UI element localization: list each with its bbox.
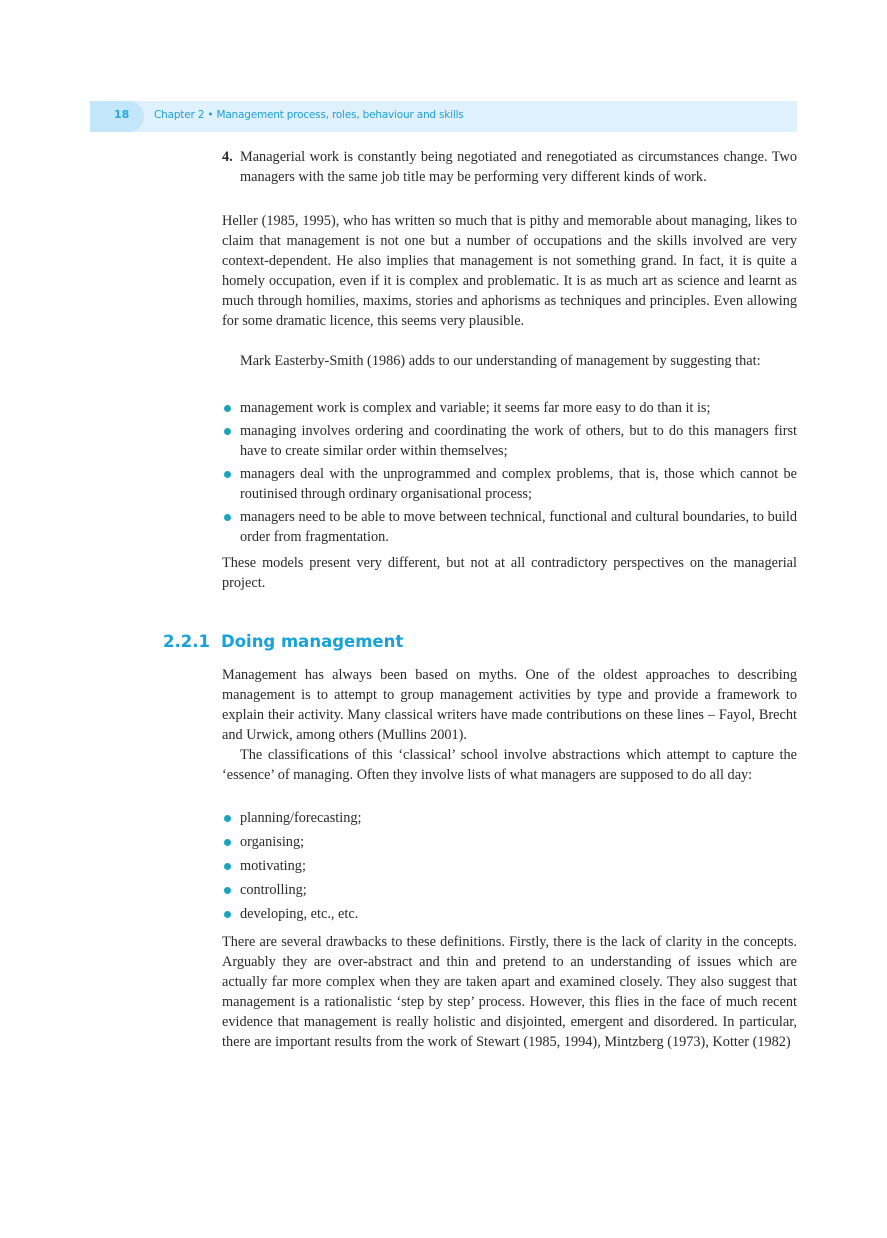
- paragraph-heller: [222, 211, 797, 331]
- list-item: [222, 421, 797, 461]
- paragraph-models-text: These models present very different, but not at all contradictory perspectives on the managerial project.: [222, 555, 797, 591]
- easterby-bullet-list: [222, 398, 797, 547]
- list-item-text: managing involves ordering and coordinating the work of others, but to do this managers first have to create similar order within themselves;: [240, 423, 797, 459]
- list-item: [222, 808, 797, 828]
- bullet-icon: [224, 839, 231, 846]
- list-item: [222, 880, 797, 900]
- list-item: [222, 832, 797, 852]
- list-item-text: controlling;: [240, 882, 307, 898]
- item-number: 4.: [222, 149, 233, 165]
- bullet-icon: [224, 471, 231, 478]
- list-item-text: organising;: [240, 834, 305, 850]
- section-number: 2.2.1: [163, 632, 210, 651]
- list-item: [222, 904, 797, 924]
- numbered-item: [222, 147, 797, 187]
- list-item-text: management work is complex and variable; it seems far more easy to do than it is;: [240, 400, 711, 416]
- page-number: 18: [114, 108, 130, 121]
- chapter-title: Chapter 2 • Management process, roles, behaviour and skills: [154, 109, 464, 121]
- paragraph-drawbacks: [222, 932, 797, 1052]
- paragraph-easterby-text: Mark Easterby-Smith (1986) adds to our understanding of management by suggesting that:: [240, 353, 761, 369]
- bullet-icon: [224, 887, 231, 894]
- list-item-text: managers deal with the unprogrammed and complex problems, that is, those which cannot be routinised through ordinary organisational process;: [240, 466, 797, 502]
- list-item-text: managers need to be able to move between technical, functional and cultural boundaries, to build order from fragmentation.: [240, 509, 797, 545]
- bullet-icon: [224, 514, 231, 521]
- bullet-icon: [224, 863, 231, 870]
- paragraph-classical-text: The classifications of this ‘classical’ school involve abstractions which attempt to capture the ‘essence’ of managing. Often they involve lists of what managers are supposed to do all day:: [222, 747, 797, 783]
- paragraph-myths: [222, 665, 797, 745]
- bullet-icon: [224, 428, 231, 435]
- bullet-icon: [224, 815, 231, 822]
- item-text: Managerial work is constantly being negotiated and renegotiated as circumstances change. Two managers with the same job title may be performing very different kinds of work.: [240, 149, 797, 185]
- paragraph-classical: [222, 745, 797, 785]
- list-item-text: developing, etc., etc.: [240, 906, 359, 922]
- list-item: [222, 507, 797, 547]
- bullet-icon: [224, 911, 231, 918]
- paragraph-models: [222, 553, 797, 593]
- section-heading: [163, 632, 403, 651]
- classical-bullet-list: [222, 808, 797, 924]
- list-item: [222, 398, 797, 418]
- list-item: [222, 856, 797, 876]
- paragraph-heller-text: Heller (1985, 1995), who has written so much that is pithy and memorable about managing, likes to claim that management is not one but a number of occupations and the skills involved are very context-dependent. He also implies that management is not something grand. In fact, it is quite a homely occupation, even if it is complex and problematic. It is as much art as science and learnt as much through homilies, maxims, stories and aphorisms as techniques and principles. Even allowing for some dramatic licence, this seems very plausible.: [222, 213, 797, 329]
- section-title: Doing management: [221, 632, 404, 651]
- paragraph-easterby: [222, 351, 797, 371]
- list-item-text: planning/forecasting;: [240, 810, 362, 826]
- list-item-text: motivating;: [240, 858, 306, 874]
- bullet-icon: [224, 405, 231, 412]
- paragraph-drawbacks-text: There are several drawbacks to these definitions. Firstly, there is the lack of clarity in the concepts. Arguably they are over-abstract and thin and pretend to an understanding of issues which are actually far more complex when they are taken apart and examined closely. They also suggest that management is a rationalistic ‘step by step’ process. However, this flies in the face of much recent evidence that management is really holistic and disjointed, emergent and disordered. In particular, there are important results from the work of Stewart (1985, 1994), Mintzberg (1973), Kotter (1982): [222, 934, 797, 1050]
- list-item: [222, 464, 797, 504]
- paragraph-myths-text: Management has always been based on myths. One of the oldest approaches to describing management is to attempt to group management activities by type and provide a framework to explain their activity. Many classical writers have made contributions on these lines – Fayol, Brecht and Urwick, among others (Mullins 2001).: [222, 667, 797, 743]
